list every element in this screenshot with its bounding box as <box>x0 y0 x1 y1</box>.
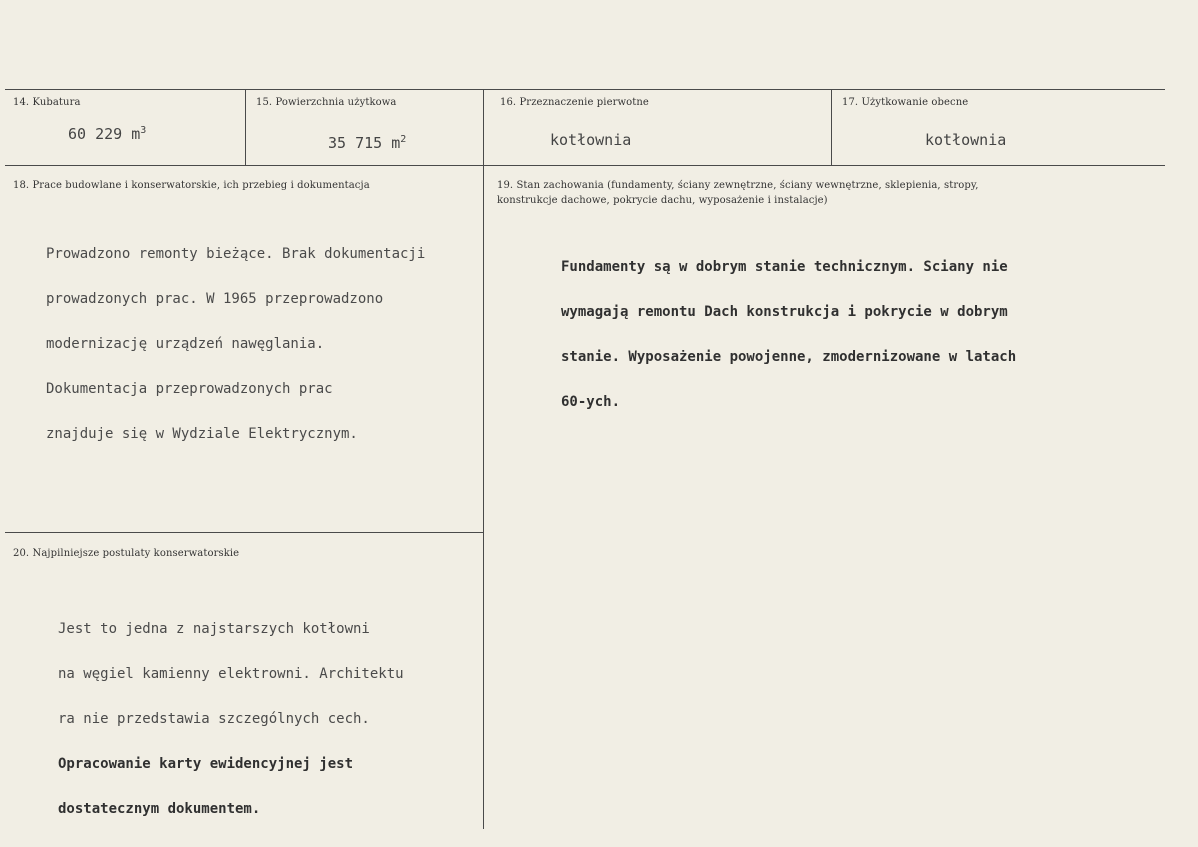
field-20-line: Opracowanie karty ewidencyjnej jest <box>58 756 354 772</box>
area-unit-exponent: 2 <box>400 134 407 145</box>
field-20-line: ra nie przedstawia szczególnych cech. <box>58 711 370 727</box>
field-18-line: znajduje się w Wydziale Elektrycznym. <box>46 426 358 442</box>
field-18-line: modernizację urządzeń nawęglania. <box>46 336 325 352</box>
field-20-line: dostatecznym dokumentem. <box>58 801 261 817</box>
field-19-label-line2: konstrukcje dachowe, pokrycie dachu, wyposażenie i instalacje) <box>497 195 828 206</box>
field-19-text <box>561 230 1161 440</box>
field-15-value <box>328 132 406 151</box>
area-value: 35 715 m <box>328 134 401 152</box>
field-18-line: prowadzonych prac. W 1965 przeprowadzono <box>46 291 384 307</box>
field-19-line: stanie. Wyposażenie powojenne, zmodernizowane w latach <box>561 349 1017 365</box>
field-14-label: 14. Kubatura <box>13 97 81 108</box>
field-20-text <box>58 592 488 847</box>
field-19-label-line1: 19. Stan zachowania (fundamenty, ściany zewnętrzne, ściany wewnętrzne, sklepienia, stropy, <box>497 180 979 191</box>
volume-unit-exponent: 3 <box>140 125 147 136</box>
field-20-line: Jest to jedna z najstarszych kotłowni <box>58 621 370 637</box>
field-20-line: na węgiel kamienny elektrowni. Architektu <box>58 666 404 682</box>
field-15-label: 15. Powierzchnia użytkowa <box>256 97 397 108</box>
field-16-label: 16. Przeznaczenie pierwotne <box>500 97 649 108</box>
field-20-label: 20. Najpilniejsze postulaty konserwatorskie <box>13 548 240 559</box>
top-rule <box>5 89 1165 90</box>
field-18-line: Prowadzono remonty bieżące. Brak dokumentacji <box>46 246 426 262</box>
divider-16-17 <box>831 89 832 166</box>
field-19-line: Fundamenty są w dobrym stanie technicznym. Sciany nie <box>561 259 1008 275</box>
divider-14-15 <box>245 89 246 166</box>
field-19-line: wymagają remontu Dach konstrukcja i pokrycie w dobrym <box>561 304 1008 320</box>
field-17-label: 17. Użytkowanie obecne <box>842 97 969 108</box>
field-18-line: Dokumentacja przeprowadzonych prac <box>46 381 333 397</box>
field-18-text <box>46 217 526 472</box>
volume-value: 60 229 m <box>68 125 141 143</box>
field-18-label: 18. Prace budowlane i konserwatorskie, ich przebieg i dokumentacja <box>13 180 370 191</box>
field-16-value: kotłownia <box>550 131 632 149</box>
field-14-value <box>68 123 146 142</box>
field-17-value: kotłownia <box>925 131 1007 149</box>
row1-bottom-rule <box>5 165 1165 166</box>
section18-bottom-rule <box>5 532 483 533</box>
field-19-line: 60-ych. <box>561 394 621 410</box>
